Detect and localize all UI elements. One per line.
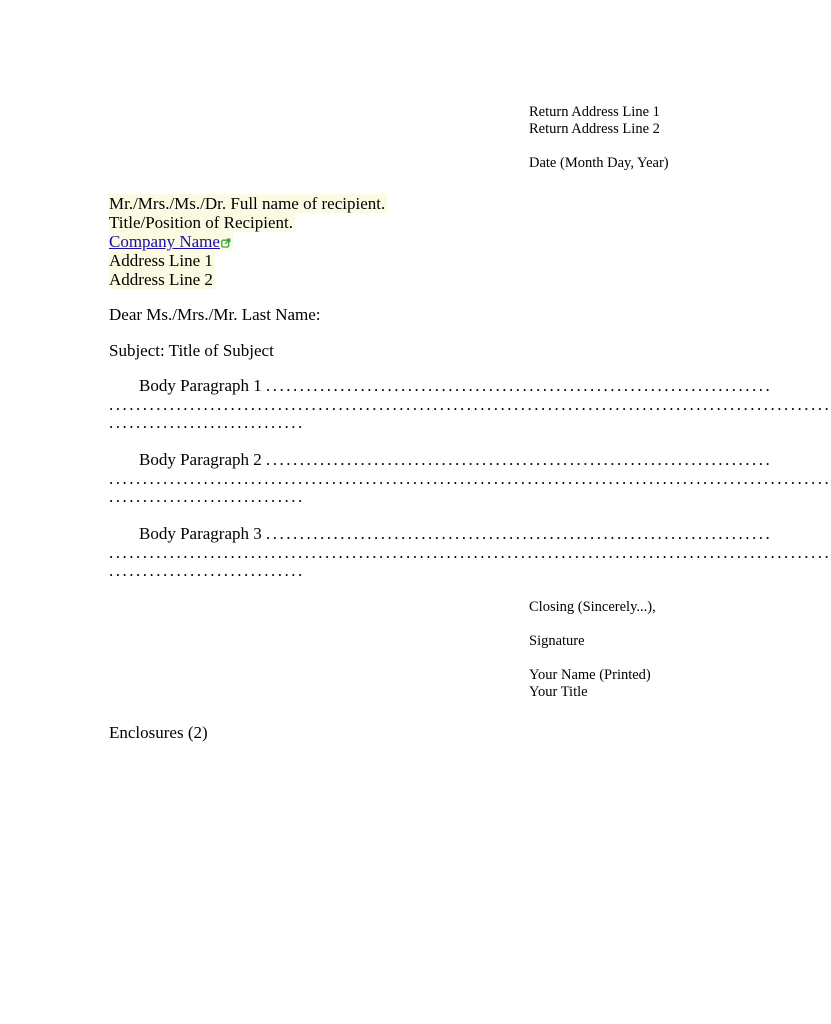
return-address-line-2: Return Address Line 2: [529, 121, 660, 137]
closing: Closing (Sincerely...),: [529, 599, 656, 615]
placeholder-dots: ...........................................................................................................: [109, 468, 831, 488]
signature: Signature: [529, 633, 585, 649]
placeholder-dots: .............................: [109, 561, 305, 580]
placeholder-dots: ...........................................................................: [266, 450, 773, 469]
company-name-link[interactable]: Company Name: [109, 232, 220, 251]
recipient-address: [109, 194, 387, 289]
sender-name: Your Name (Printed): [529, 667, 651, 683]
placeholder-dots: .............................: [109, 487, 305, 506]
return-address-line-1: Return Address Line 1: [529, 104, 660, 120]
company-name-link-wrap: [109, 232, 233, 251]
body-paragraph-label: Body Paragraph 2: [139, 450, 262, 469]
subject-line: Subject: Title of Subject: [109, 341, 274, 360]
sender-title: Your Title: [529, 684, 588, 700]
enclosures: Enclosures (2): [109, 723, 208, 742]
recipient-address-line-2: Address Line 2: [109, 270, 213, 289]
recipient-title: Title/Position of Recipient.: [109, 213, 294, 232]
body-paragraph: [109, 376, 831, 433]
placeholder-dots: ...........................................................................: [266, 524, 773, 543]
body-paragraph-label: Body Paragraph 3: [139, 524, 262, 543]
body-paragraph: [109, 450, 831, 507]
placeholder-dots: .............................: [109, 413, 305, 432]
letter-date: Date (Month Day, Year): [529, 155, 669, 171]
recipient-name: Mr./Mrs./Ms./Dr. Full name of recipient.: [109, 194, 386, 213]
placeholder-dots: ...........................................................................: [266, 376, 773, 395]
return-address: [529, 104, 660, 138]
external-link-icon[interactable]: [221, 238, 231, 248]
placeholder-dots: ...........................................................................................................: [109, 394, 831, 414]
body-paragraph: [109, 524, 831, 581]
salutation: Dear Ms./Mrs./Mr. Last Name:: [109, 305, 321, 324]
sender-block: [529, 667, 651, 701]
body-paragraph-label: Body Paragraph 1: [139, 376, 262, 395]
placeholder-dots: ...........................................................................................................: [109, 542, 831, 562]
recipient-address-line-1: Address Line 1: [109, 251, 213, 270]
